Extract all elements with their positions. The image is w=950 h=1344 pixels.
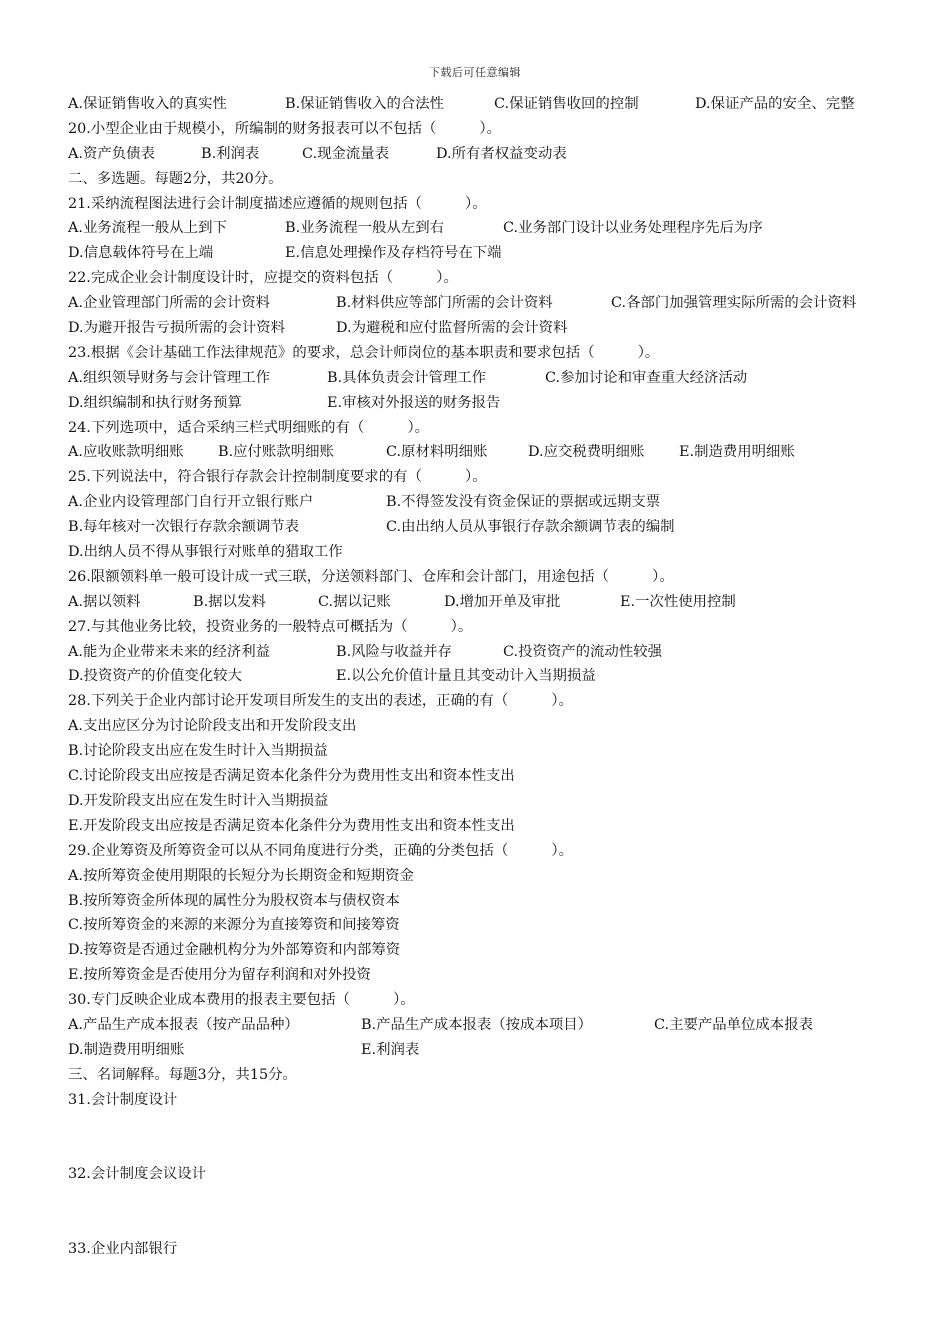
- option-line: [68, 391, 918, 416]
- option-line: [68, 913, 918, 938]
- option-d: D.为避开报告亏损所需的会计资料: [68, 320, 286, 337]
- option-d: D.所有者权益变动表: [436, 145, 567, 162]
- option-line: [68, 291, 918, 316]
- option-line: [68, 515, 918, 540]
- option-b: B.不得签发没有资金保证的票据或远期支票: [386, 494, 661, 511]
- question-line: [68, 192, 918, 217]
- option-a: A.按所筹资金使用期限的长短分为长期资金和短期资金: [68, 867, 414, 884]
- option-line: [68, 316, 918, 341]
- answer-space: [68, 1113, 918, 1163]
- option-line: [68, 490, 918, 515]
- option-d: D.增加开单及审批: [444, 593, 561, 610]
- option-line: [68, 590, 918, 615]
- option-d: D.出纳人员不得从事银行对账单的猎取工作: [68, 544, 343, 561]
- option-c: C.参加讨论和审查重大经济活动: [545, 369, 748, 386]
- question-line: [68, 565, 918, 590]
- answer-space: [68, 1187, 918, 1237]
- option-e: E.一次性使用控制: [620, 593, 736, 610]
- option-b: B.利润表: [201, 145, 260, 162]
- option-a: A.资产负债表: [68, 145, 155, 162]
- question-line: [68, 1162, 918, 1187]
- section-heading: [68, 167, 918, 192]
- option-line: [68, 366, 918, 391]
- question-line: [68, 988, 918, 1013]
- question-line: [68, 266, 918, 291]
- question-21: 21.采纳流程图法进行会计制度描述应遵循的规则包括（ ）。: [68, 195, 487, 212]
- option-c: C.现金流量表: [302, 145, 390, 162]
- question-line: [68, 465, 918, 490]
- option-line: [68, 963, 918, 988]
- option-a: A.组织领导财务与会计管理工作: [68, 369, 271, 386]
- question-31: 31.会计制度设计: [68, 1091, 178, 1108]
- option-b: B.风险与收益并存: [336, 643, 452, 660]
- option-e: E.利润表: [361, 1041, 420, 1058]
- option-line: [68, 739, 918, 764]
- option-a: A.据以领料: [68, 593, 141, 610]
- question-22: 22.完成企业会计制度设计时，应提交的资料包括（ ）。: [68, 270, 458, 287]
- option-a: A.支出应区分为讨论阶段支出和开发阶段支出: [68, 718, 357, 735]
- option-c: C.由出纳人员从事银行存款余额调节表的编制: [386, 519, 675, 536]
- option-b: B.应付账款明细账: [218, 444, 334, 461]
- option-c: C.原材料明细账: [386, 444, 488, 461]
- option-a: A.业务流程一般从上到下: [68, 220, 227, 237]
- option-line: [68, 1013, 918, 1038]
- option-d: D.组织编制和执行财务预算: [68, 394, 242, 411]
- option-e: E.制造费用明细账: [679, 444, 795, 461]
- option-line: [68, 540, 918, 565]
- document-body: [68, 92, 918, 1262]
- option-line: [68, 864, 918, 889]
- option-b2: B.每年核对一次银行存款余额调节表: [68, 519, 300, 536]
- option-e: E.审核对外报送的财务报告: [327, 394, 501, 411]
- option-a: A.能为企业带来未来的经济利益: [68, 643, 271, 660]
- option-line: [68, 764, 918, 789]
- section-2-title: 二、多选题。每题2分，共20分。: [68, 170, 283, 187]
- question-line: [68, 341, 918, 366]
- option-d: D.制造费用明细账: [68, 1041, 185, 1058]
- question-line: [68, 416, 918, 441]
- option-d: D.应交税费明细账: [528, 444, 645, 461]
- question-line: [68, 839, 918, 864]
- question-32: 32.会计制度会议设计: [68, 1166, 207, 1183]
- option-a: A.产品生产成本报表（按产品品种）: [68, 1016, 299, 1033]
- option-d: D.信息载体符号在上端: [68, 245, 214, 262]
- question-27: 27.与其他业务比较，投资业务的一般特点可概括为（ ）。: [68, 618, 473, 635]
- option-line: [68, 142, 918, 167]
- question-20: 20.小型企业由于规模小，所编制的财务报表可以不包括（ ）。: [68, 120, 502, 137]
- option-d: D.投资资产的价值变化较大: [68, 668, 242, 685]
- option-line: [68, 938, 918, 963]
- option-e: E.以公允价值计量且其变动计入当期损益: [336, 668, 596, 685]
- option-b: B.材料供应等部门所需的会计资料: [336, 295, 553, 312]
- question-24: 24.下列选项中，适合采纳三栏式明细账的有（ ）。: [68, 419, 430, 436]
- option-c: C.业务部门设计以业务处理程序先后为序: [503, 220, 763, 237]
- option-c: C.各部门加强管理实际所需的会计资料: [611, 295, 857, 312]
- option-b: B.保证销售收入的合法性: [285, 96, 445, 112]
- option-a: A.保证销售收入的真实性: [68, 96, 227, 112]
- option-line: [68, 241, 918, 266]
- option-e: E.按所筹资金是否使用分为留存利润和对外投资: [68, 967, 371, 984]
- question-30: 30.专门反映企业成本费用的报表主要包括（ ）。: [68, 992, 415, 1009]
- option-a: A.企业内设管理部门自行开立银行账户: [68, 494, 314, 511]
- option-c: C.按所筹资金的来源的来源分为直接筹资和间接筹资: [68, 917, 400, 934]
- option-line: [68, 92, 918, 117]
- option-b: B.业务流程一般从左到右: [285, 220, 445, 237]
- question-line: [68, 615, 918, 640]
- option-line: [68, 216, 918, 241]
- option-a: A.企业管理部门所需的会计资料: [68, 295, 271, 312]
- section-heading: [68, 1063, 918, 1088]
- option-d: D.按筹资是否通过金融机构分为外部筹资和内部筹资: [68, 942, 401, 959]
- option-line: [68, 640, 918, 665]
- option-line: [68, 714, 918, 739]
- option-c: C.保证销售收回的控制: [494, 96, 639, 112]
- option-d: D.保证产品的安全、完整: [695, 96, 855, 112]
- option-d2: D.为避税和应付监督所需的会计资料: [336, 320, 568, 337]
- question-line: [68, 1237, 918, 1262]
- option-c: C.讨论阶段支出应按是否满足资本化条件分为费用性支出和资本性支出: [68, 768, 515, 785]
- option-c: C.投资资产的流动性较强: [503, 643, 662, 660]
- option-a: A.应收账款明细账: [68, 444, 184, 461]
- question-line: [68, 689, 918, 714]
- option-line: [68, 814, 918, 839]
- option-d: D.开发阶段支出应在发生时计入当期损益: [68, 792, 329, 809]
- question-23: 23.根据《会计基础工作法律规范》的要求，总会计师岗位的基本职责和要求包括（ ）。: [68, 344, 660, 361]
- option-line: [68, 664, 918, 689]
- option-e: E.信息处理操作及存档符号在下端: [285, 245, 502, 262]
- option-c: C.主要产品单位成本报表: [654, 1016, 813, 1033]
- question-25: 25.下列说法中，符合银行存款会计控制制度要求的有（ ）。: [68, 469, 487, 486]
- question-26: 26.限额领料单一般可设计成一式三联，分送领料部门、仓库和会计部门，用途包括（ ）。: [68, 568, 674, 585]
- option-e: E.开发阶段支出应按是否满足资本化条件分为费用性支出和资本性支出: [68, 817, 515, 834]
- option-b: B.据以发料: [193, 593, 266, 610]
- option-b: B.产品生产成本报表（按成本项目）: [361, 1016, 593, 1033]
- option-line: [68, 1038, 918, 1063]
- question-28: 28.下列关于企业内部讨论开发项目所发生的支出的表述，正确的有（ ）。: [68, 693, 573, 710]
- option-line: [68, 889, 918, 914]
- question-line: [68, 117, 918, 142]
- option-b: B.讨论阶段支出应在发生时计入当期损益: [68, 743, 328, 760]
- option-line: [68, 440, 918, 465]
- option-line: [68, 789, 918, 814]
- question-29: 29.企业筹资及所筹资金可以从不同角度进行分类，正确的分类包括（ ）。: [68, 842, 573, 859]
- option-b: B.具体负责会计管理工作: [327, 369, 487, 386]
- question-33: 33.企业内部银行: [68, 1241, 178, 1257]
- section-3-title: 三、名词解释。每题3分，共15分。: [68, 1066, 297, 1083]
- option-b: B.按所筹资金所体现的属性分为股权资本与债权资本: [68, 892, 400, 909]
- question-line: [68, 1088, 918, 1113]
- page-header: 下载后可任意编辑: [429, 66, 521, 79]
- option-c: C.据以记账: [318, 593, 391, 610]
